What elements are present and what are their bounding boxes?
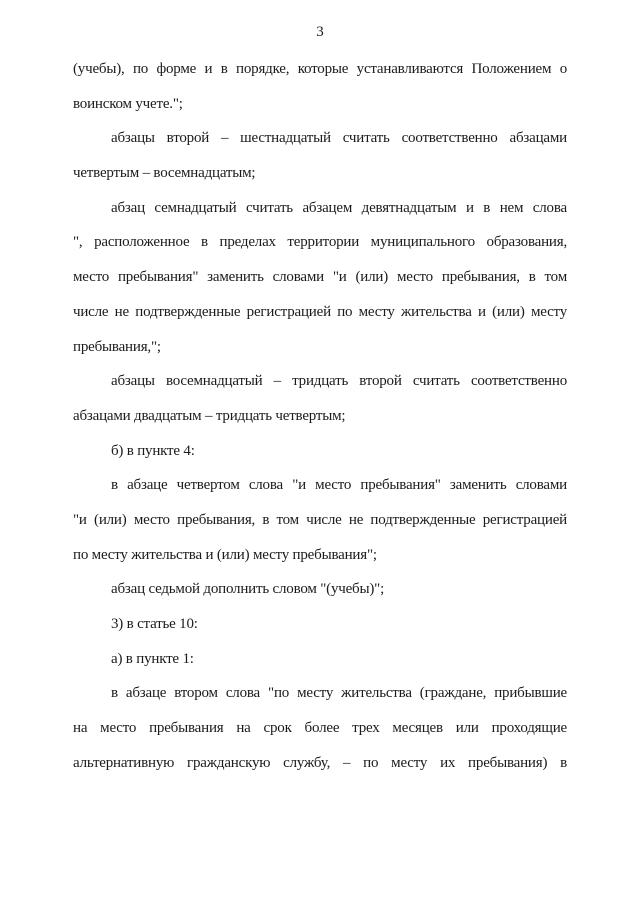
text-line: б) в пункте 4: bbox=[111, 442, 195, 459]
document-body bbox=[73, 52, 567, 780]
text-line: воинском учете."; bbox=[73, 95, 183, 112]
text-line: абзац седьмой дополнить словом "(учебы)"; bbox=[111, 581, 385, 598]
text-line: четвертым – восемнадцатым; bbox=[73, 165, 256, 182]
text-line: абзацами двадцатым – тридцать четвертым; bbox=[73, 407, 346, 424]
text-line: "и (или) место пребывания, в том числе не подтвержденные регистрацией bbox=[73, 511, 567, 528]
text-line: место пребывания" заменить словами "и (или) место пребывания, в том bbox=[73, 269, 567, 286]
text-line: в абзаце четвертом слова "и место пребывания" заменить словами bbox=[111, 477, 567, 494]
text-line: абзацы второй – шестнадцатый считать соответственно абзацами bbox=[111, 130, 567, 147]
text-line: абзацы восемнадцатый – тридцать второй считать соответственно bbox=[111, 373, 567, 390]
text-line: альтернативную гражданскую службу, – по месту их пребывания) в bbox=[73, 754, 567, 771]
page-number: 3 bbox=[316, 24, 324, 40]
text-line: 3) в статье 10: bbox=[111, 616, 198, 632]
text-line: а) в пункте 1: bbox=[111, 650, 194, 667]
text-line: абзац семнадцатый считать абзацем девятнадцатым и в нем слова bbox=[111, 199, 567, 216]
text-line: в абзаце втором слова "по месту жительства (граждане, прибывшие bbox=[111, 685, 567, 702]
text-line: пребывания,"; bbox=[73, 338, 161, 355]
text-line: ", расположенное в пределах территории муниципального образования, bbox=[73, 234, 567, 251]
text-line: числе не подтвержденные регистрацией по месту жительства и (или) месту bbox=[73, 303, 567, 320]
text-line: на место пребывания на срок более трех месяцев или проходящие bbox=[73, 720, 567, 737]
text-line: по месту жительства и (или) месту пребывания"; bbox=[73, 546, 377, 563]
text-line: (учебы), по форме и в порядке, которые устанавливаются Положением о bbox=[73, 61, 567, 77]
